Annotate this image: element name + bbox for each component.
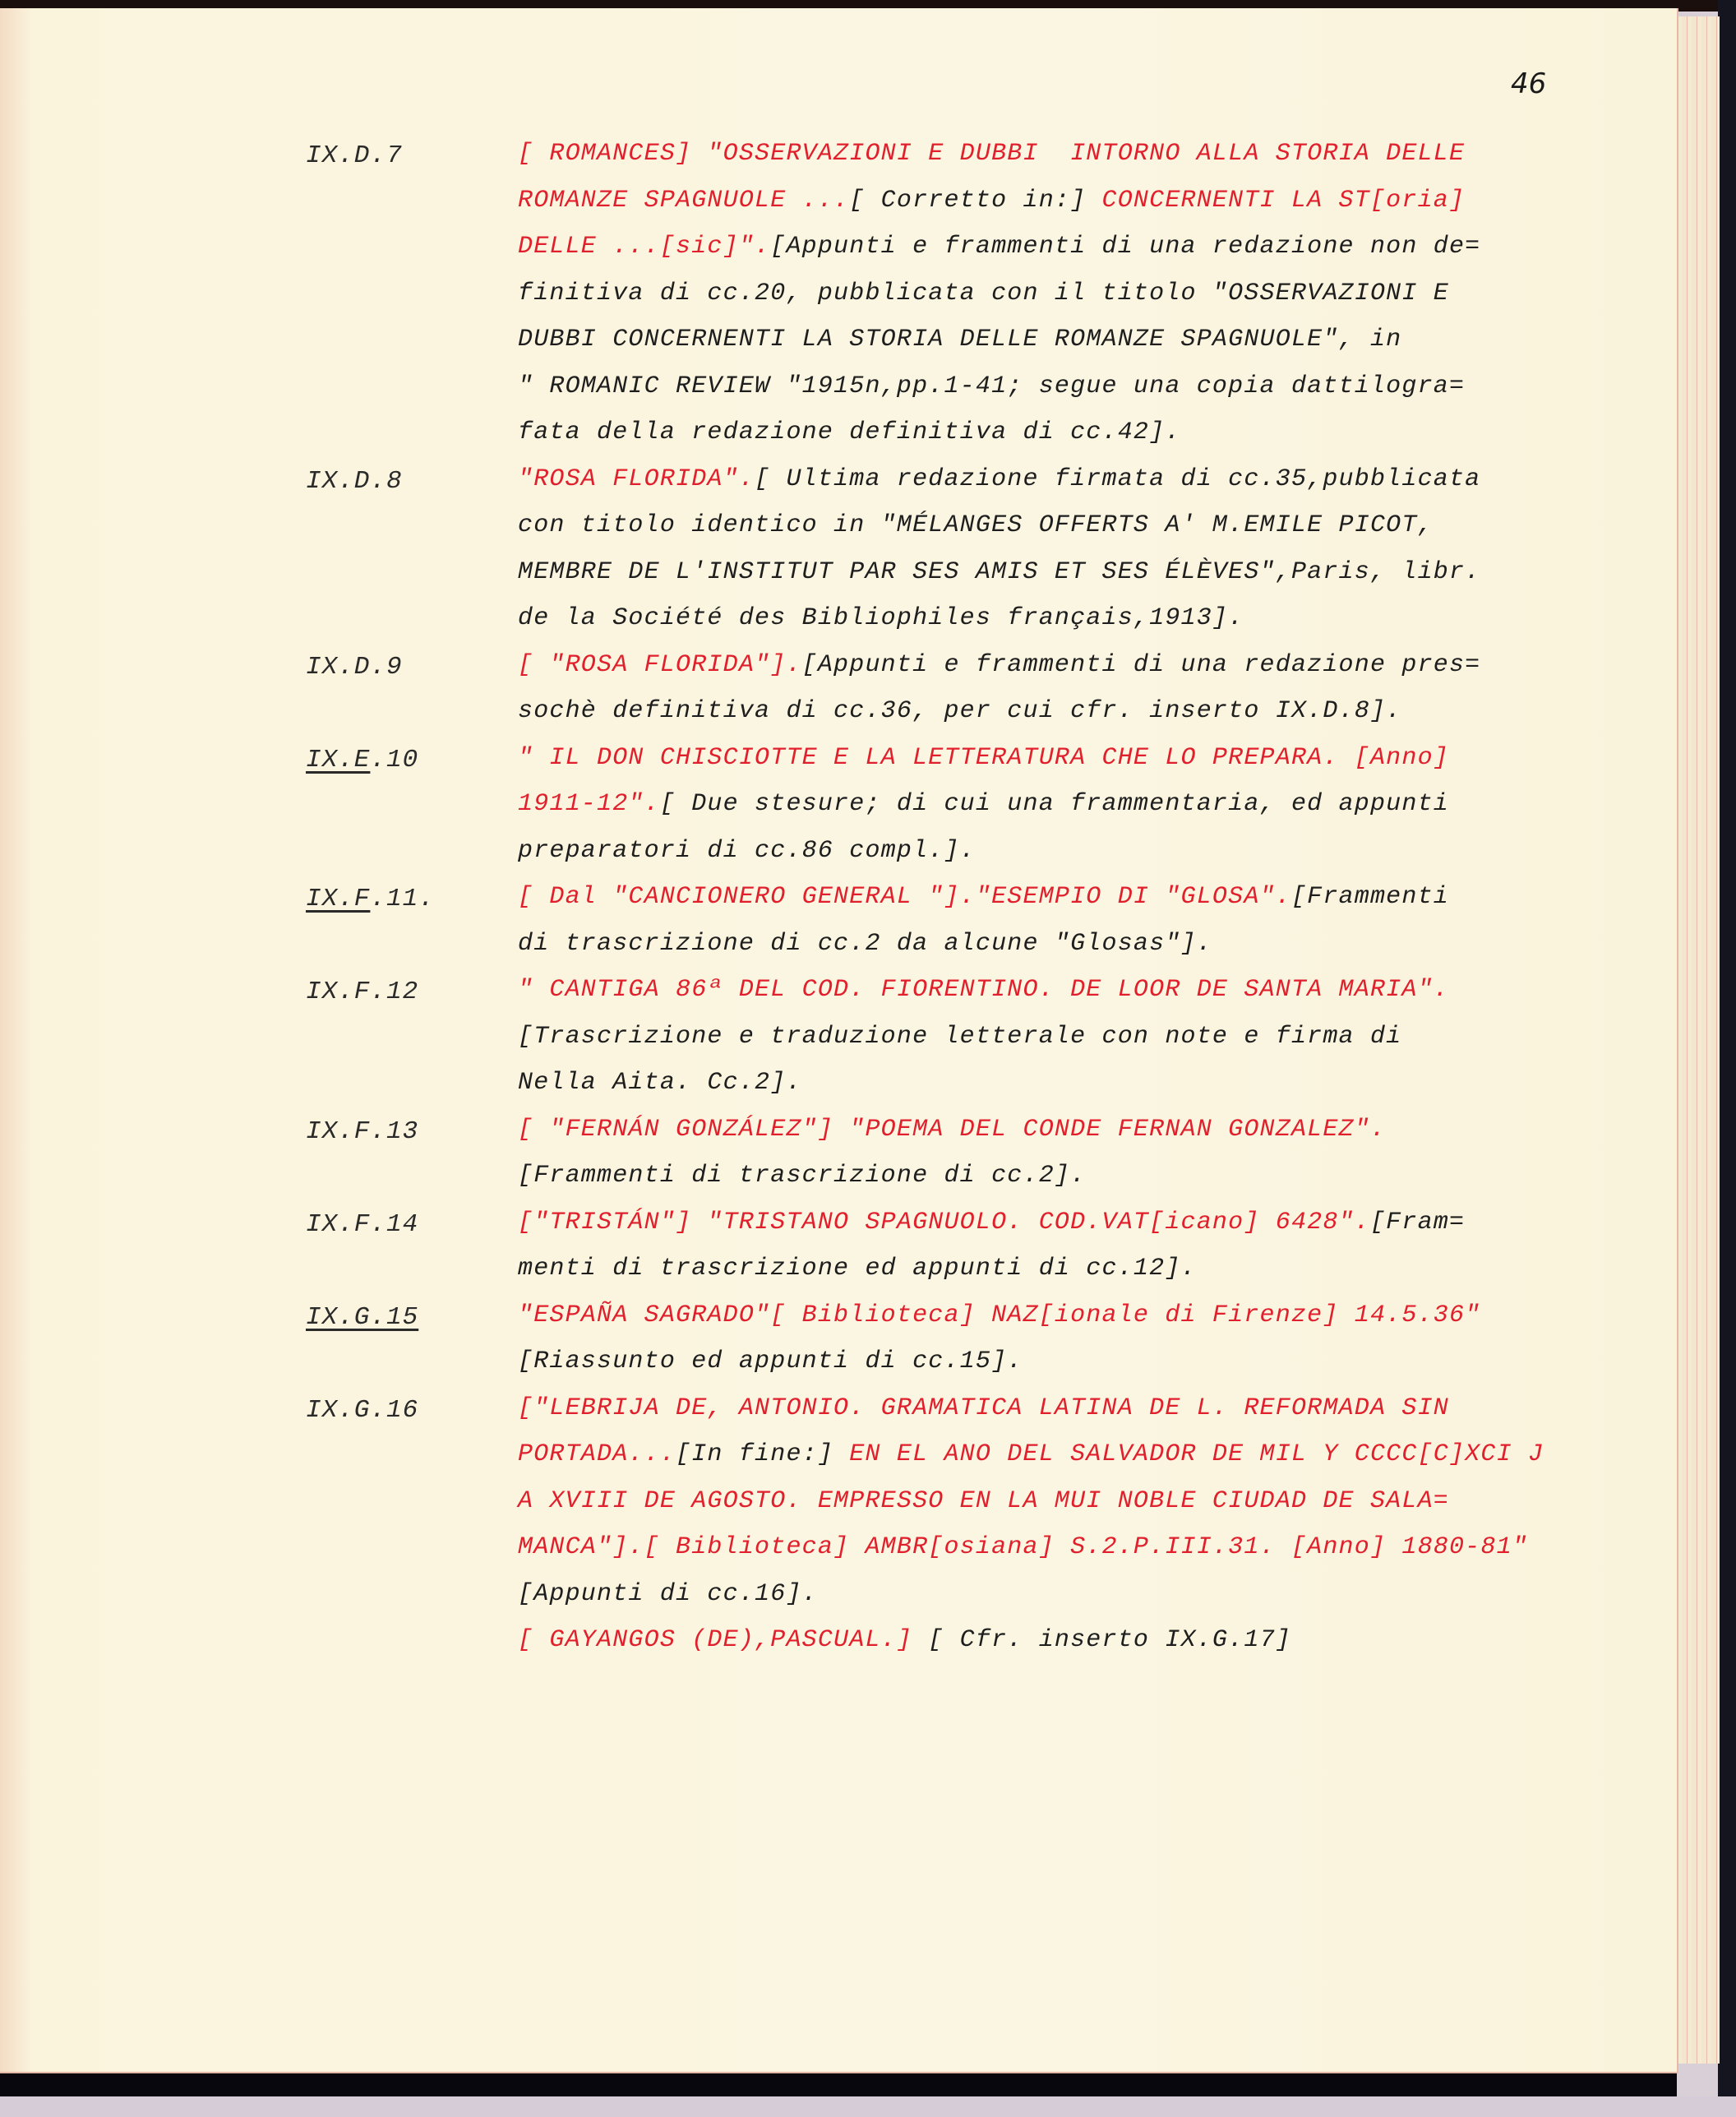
entry-text-line <box>518 697 1401 725</box>
black-ink-text: [Appunti e frammenti di una redazione pres= <box>801 650 1481 679</box>
black-ink-text: con titolo identico in "MÉLANGES OFFERTS A' M.EMILE PICOT, <box>518 511 1434 539</box>
entry-text-line <box>518 511 1434 539</box>
entry-text-line <box>518 651 1480 679</box>
red-ink-text: MANCA"].[ Biblioteca] AMBR[osiana] S.2.P.III.31. [Anno] 1880-81" <box>518 1533 1528 1561</box>
black-ink-text: finitiva di cc.20, pubblicata con il titolo "OSSERVAZIONI E <box>518 279 1449 307</box>
red-ink-text: ROMANZE SPAGNUOLE ... <box>518 186 850 215</box>
black-ink-text: fata della redazione definitiva di cc.42]. <box>518 418 1181 446</box>
red-ink-text: PORTADA... <box>518 1440 676 1468</box>
background-surface <box>0 2096 1736 2117</box>
entry-text-line <box>518 604 1244 632</box>
book-cover-edge <box>1718 0 1736 2117</box>
entry-label: IX.D.7 <box>306 141 403 170</box>
black-ink-text: preparatori di cc.86 compl.]. <box>518 836 976 865</box>
entry-label-rest: .10 <box>370 745 419 774</box>
red-ink-text: [ ROMANCES] "OSSERVAZIONI E DUBBI INTORNO ALLA STORIA DELLE <box>518 140 1466 168</box>
page-number: 46 <box>1511 67 1547 100</box>
entry-label: IX.F.12 <box>306 978 419 1006</box>
entry-text-line <box>518 280 1449 307</box>
entry-text-line <box>518 1626 1291 1654</box>
entry-text-line <box>518 326 1401 354</box>
entry-text-line <box>518 1069 802 1097</box>
entry-text-line <box>518 1255 1197 1283</box>
black-ink-text: [ Cfr. inserto IX.G.17] <box>928 1626 1291 1654</box>
entry-label: IX.G.16 <box>306 1395 419 1425</box>
black-ink-text: [Frammenti <box>1290 883 1449 911</box>
entry-text-line <box>518 465 1480 493</box>
entry-text-line <box>518 418 1181 446</box>
entry-text-line <box>518 976 1449 1004</box>
red-ink-text: [ Dal "CANCIONERO GENERAL "]."ESEMPIO DI "GLOSA". <box>518 883 1291 911</box>
entry-text-line <box>518 883 1449 911</box>
black-ink-text: [Appunti di cc.16]. <box>518 1579 818 1608</box>
black-ink-text: MEMBRE DE L'INSTITUT PAR SES AMIS ET SES ÉLÈVES",Paris, libr. <box>518 557 1481 586</box>
entry-text-line <box>518 930 1212 958</box>
red-ink-text: EN EL ANO DEL SALVADOR DE MIL Y CCCC[C]XCI J <box>849 1440 1544 1468</box>
entry-text-line <box>518 1533 1528 1561</box>
black-ink-text: DUBBI CONCERNENTI LA STORIA DELLE ROMANZE SPAGNUOLE", in <box>518 326 1402 354</box>
red-ink-text: [ "ROSA FLORIDA"]. <box>518 650 802 679</box>
red-ink-text: ["TRISTÁN"] "TRISTANO SPAGNUOLO. COD.VAT[icano] 6428". <box>518 1208 1370 1236</box>
red-ink-text: [ "FERNÁN GONZÁLEZ"] "POEMA DEL CONDE FERNAN GONZALEZ". <box>518 1115 1387 1144</box>
entry-label: IX.F.13 <box>306 1116 419 1146</box>
entry-text-line <box>518 140 1465 168</box>
red-ink-text: " IL DON CHISCIOTTE E LA LETTERATURA CHE LO PREPARA. [Anno] <box>518 743 1449 772</box>
black-ink-text: [Riassunto ed appunti di cc.15]. <box>518 1347 1023 1375</box>
black-ink-text: [Appunti e frammenti di una redazione non de= <box>770 233 1481 261</box>
black-ink-text: Nella Aita. Cc.2]. <box>518 1069 802 1097</box>
entry-label <box>306 885 435 913</box>
entry-text-line <box>518 1162 1086 1190</box>
entry-text-line <box>518 1116 1386 1144</box>
typed-page <box>0 8 1678 2073</box>
entry-label-underlined-part: IX.E <box>306 745 371 774</box>
red-ink-text: " CANTIGA 86ª DEL COD. FIORENTINO. DE LOOR DE SANTA MARIA". <box>518 976 1449 1004</box>
entry-label: IX.D.9 <box>306 652 403 682</box>
black-ink-text: [Trascrizione e traduzione letterale con note e firma di <box>518 1022 1402 1051</box>
entry-label-underlined-part: IX.G.15 <box>306 1302 419 1332</box>
black-ink-text: di trascrizione di cc.2 da alcune "Glosas"]. <box>518 929 1212 958</box>
black-ink-text: [ Corretto in:] <box>849 186 1102 215</box>
entry-text-line <box>518 372 1465 400</box>
entry-text-line <box>518 1347 1023 1375</box>
entry-text-line <box>518 744 1449 772</box>
entry-label-rest: .11. <box>370 885 435 913</box>
entry-text-line <box>518 837 976 865</box>
entry-text-line <box>518 1394 1449 1422</box>
black-ink-text: [Frammenti di trascrizione di cc.2]. <box>518 1162 1087 1190</box>
red-ink-text: DELLE ...[sic]". <box>518 233 771 261</box>
black-ink-text: [Fram= <box>1369 1208 1466 1236</box>
entry-label-underlined-part: IX.F <box>306 885 371 913</box>
book-bottom-edge <box>0 2070 1677 2096</box>
entry-label: IX.F.14 <box>306 1209 419 1239</box>
black-ink-text: " ROMANIC REVIEW "1915n,pp.1-41; segue una copia dattilogra= <box>518 372 1466 400</box>
entry-text-line <box>518 187 1465 215</box>
entry-label: IX.D.8 <box>306 466 403 496</box>
entry-label <box>306 1303 418 1332</box>
black-ink-text: sochè definitiva di cc.36, per cui cfr. inserto IX.D.8]. <box>518 697 1402 725</box>
entry-text-line <box>518 233 1480 261</box>
red-ink-text: ["LEBRIJA DE, ANTONIO. GRAMATICA LATINA DE L. REFORMADA SIN <box>518 1394 1449 1422</box>
entry-text-line <box>518 1440 1544 1468</box>
black-ink-text: [ Due stesure; di cui una frammentaria, ed appunti <box>659 790 1449 818</box>
red-ink-text: [ GAYANGOS (DE),PASCUAL.] <box>518 1626 929 1654</box>
black-ink-text: de la Société des Bibliophiles français,1913]. <box>518 604 1244 632</box>
entry-text-line <box>518 1209 1465 1236</box>
red-ink-text: "ROSA FLORIDA". <box>518 465 755 493</box>
entry-text-line <box>518 1301 1480 1329</box>
entry-text-line <box>518 1487 1449 1515</box>
entry-label <box>306 746 418 774</box>
entry-text-line <box>518 790 1449 818</box>
red-ink-text: CONCERNENTI LA ST <box>1101 186 1370 215</box>
red-ink-text: A XVIII DE AGOSTO. EMPRESSO EN LA MUI NOBLE CIUDAD DE SALA= <box>518 1486 1449 1515</box>
black-ink-text: [In fine:] <box>676 1440 850 1468</box>
red-ink-text: "ESPAÑA SAGRADO"[ Biblioteca] NAZ[ionale di Firenze] 14.5.36" <box>518 1301 1481 1329</box>
red-ink-text: 1911-12". <box>518 790 660 818</box>
red-ink-text: [oria] <box>1369 186 1466 215</box>
black-ink-text: [ Ultima redazione firmata di cc.35,pubblicata <box>755 465 1481 493</box>
entry-text-line <box>518 1023 1401 1051</box>
black-ink-text: menti di trascrizione ed appunti di cc.12]. <box>518 1255 1197 1283</box>
entry-text-line <box>518 558 1480 586</box>
entry-text-line <box>518 1580 818 1608</box>
